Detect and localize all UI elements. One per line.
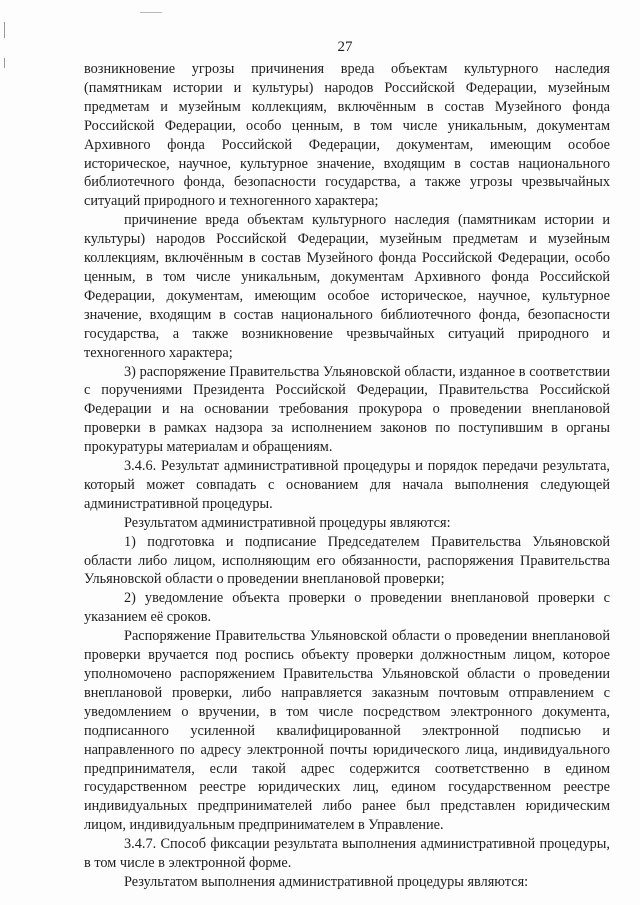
paragraph-section-3-4-7: 3.4.7. Способ фиксации результата выполнения административной процедуры, в том числе в электронной форме. [84, 836, 610, 872]
scan-artifact-mark [4, 58, 5, 68]
paragraph-harm-cultural-heritage: причинение вреда объектам культурного наследия (памятникам истории и культуры) народов Российской Федерации, музейным предметам и музейным коллекциям, включённым в состав Музейного фонда Российской Федерации, особо ценным, в том числе уникальным, документам Архивного фонда Российской Федерации, документам, имеющим особое историческое, научное, культурное значение, входящим в состав национального библиотечного фонда, безопасности государства, а также возникновение чрезвычайных ситуаций природного и техногенного характера; [84, 212, 610, 361]
paragraph-section-3-4-6: 3.4.6. Результат административной процедуры и порядок передачи результата, который может совпадать с основанием для начала выполнения следующей административной процедуры. [84, 458, 610, 512]
page-number: 27 [337, 39, 353, 55]
scan-artifact-mark [4, 22, 5, 38]
paragraph-threat-cultural-heritage: возникновение угрозы причинения вреда объектам культурного наследия (памятникам истории и культуры) народов Российской Федерации, музейным предметам и музейным коллекциям, включённым в состав Музейного фонда Российской Федерации, особо ценным, в том числе уникальным, документам Архивного фонда Российской Федерации, документам, имеющим особое историческое, научное, культурное значение, входящим в состав национального библиотечного фонда, безопасности государства, а также угрозы чрезвычайных ситуаций природного и техногенного характера; [84, 61, 610, 210]
paragraph-procedure-results: Результатом административной процедуры являются: [124, 514, 451, 531]
paragraph-government-order: 3) распоряжение Правительства Ульяновской области, изданное в соответствии с поручениями Президента Российской Федерации, Правительства Российской Федерации и на основании требования прокурора о проведении внеплановой проверки в рамках надзора за исполнением законов по поступившим в органы прокуратуры материалам и обращениям. [84, 363, 610, 456]
document-body [84, 60, 610, 892]
paragraph-result-item-2: 2) уведомление объекта проверки о проведении внеплановой проверки с указанием её сроков. [84, 590, 610, 626]
paragraph-order-delivery: Распоряжение Правительства Ульяновской области о проведении внеплановой проверки вручается под роспись объекту проверки должностным лицом, которое уполномочено распоряжением Правительства Ульяновской области о проведении внеплановой проверки, либо направляется заказным почтовым отправлением с уведомлением о вручении, в том числе посредством электронного документа, подписанного усиленной квалифицированной электронной подписью и направленного по адресу электронной почты юридического лица, индивидуального предпринимателя, если такой адрес содержится соответственно в едином государственном реестре юридических лиц, едином государственном реестре индивидуальных предпринимателей либо ранее был представлен юридическим лицом, индивидуальным предпринимателем в Управление. [84, 628, 610, 834]
scan-artifact-mark [140, 12, 162, 13]
paragraph-result-item-1: 1) подготовка и подписание Председателем Правительства Ульяновской области либо лицом, исполняющим его обязанности, распоряжения Правительства Ульяновской области о проведении внеплановой проверки; [84, 533, 610, 588]
paragraph-execution-results: Результатом выполнения административной процедуры являются: [124, 873, 529, 890]
